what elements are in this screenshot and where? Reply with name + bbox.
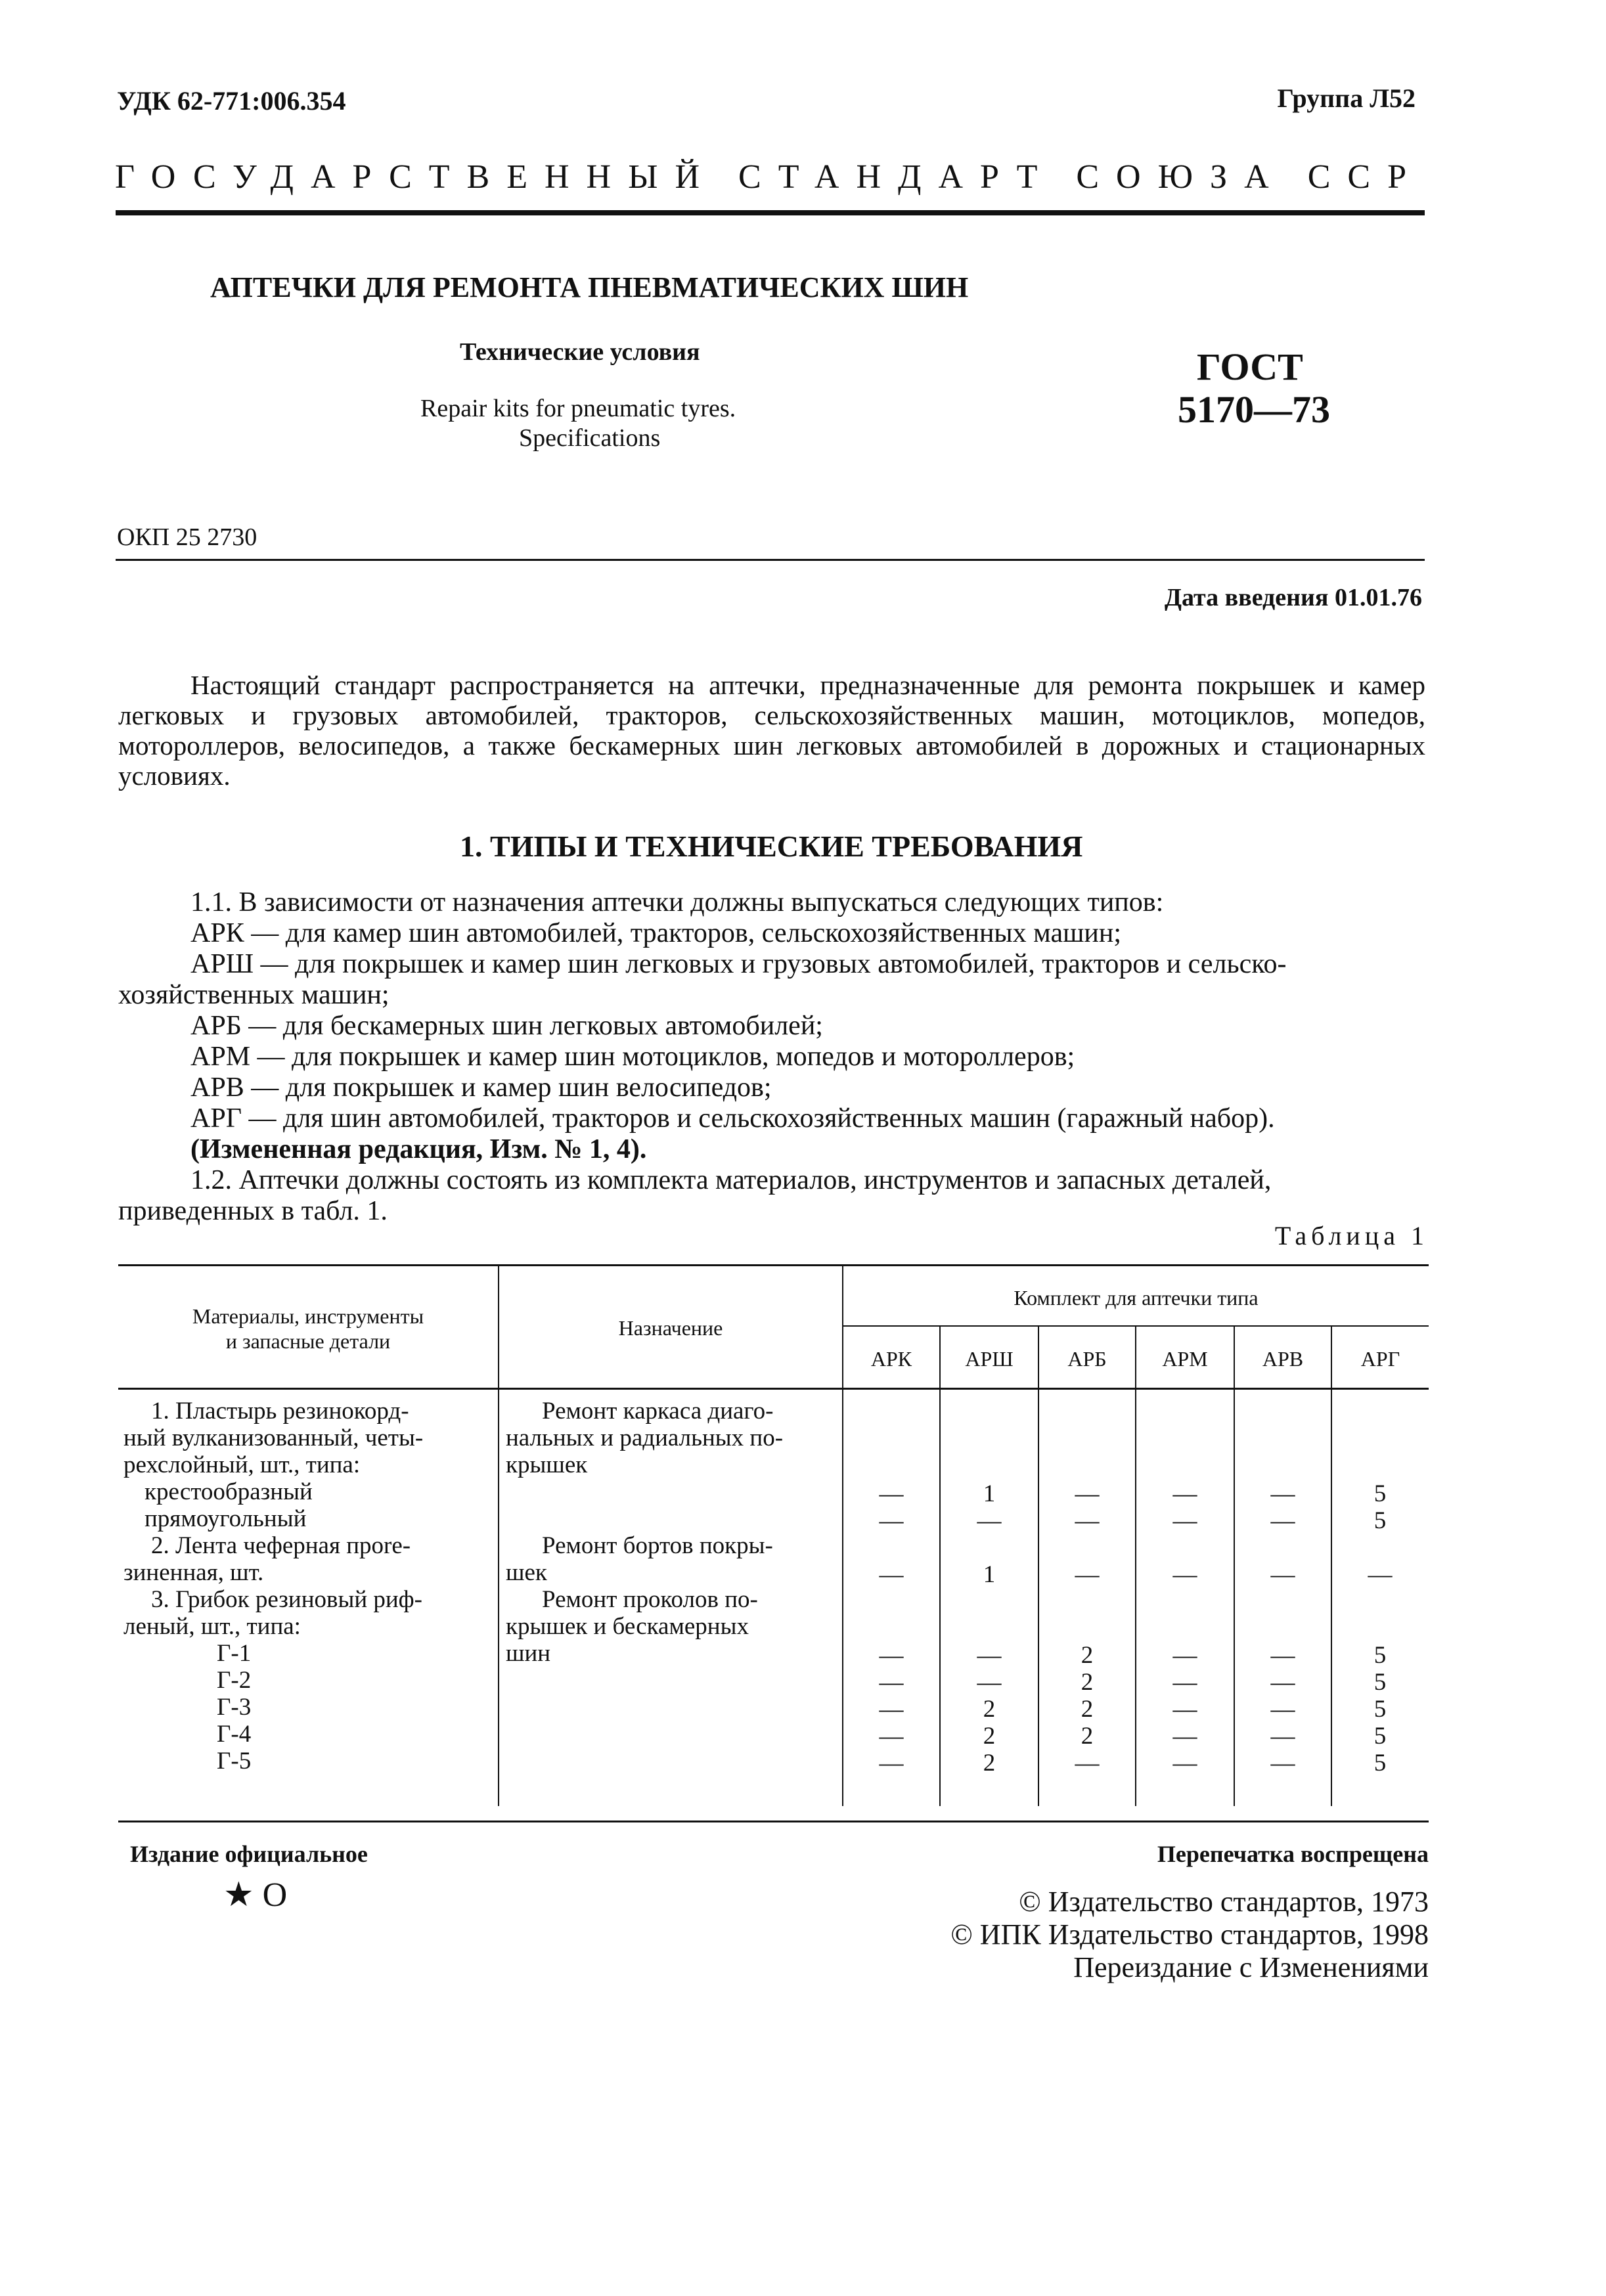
- table-cell-value: —: [1172, 1507, 1197, 1534]
- table-cell-value: 5: [1373, 1723, 1387, 1750]
- copyright-1998: © ИПК Издательство стандартов, 1998: [950, 1918, 1429, 1951]
- table-cell-value: —: [1172, 1723, 1197, 1750]
- table-cell-value: —: [1270, 1723, 1295, 1750]
- header-type-arb: АРБ: [1067, 1347, 1107, 1371]
- copyright-1973: © Издательство стандартов, 1973: [1019, 1886, 1429, 1918]
- table-cell-material: Г-4: [217, 1721, 252, 1748]
- table-cell-value: —: [1172, 1669, 1197, 1696]
- table-cell-purpose: крышек и бескамерных: [506, 1613, 749, 1640]
- paragraph-line: АРШ — для покрышек и камер шин легковых и грузовых автомобилей, тракторов и сельско-: [190, 949, 1287, 979]
- okp-rule: [116, 559, 1425, 561]
- table-cell-value: 2: [1081, 1723, 1094, 1750]
- table-cell-value: 5: [1373, 1669, 1387, 1696]
- table-col-rule: [842, 1264, 843, 1806]
- table-cell-value: 5: [1373, 1696, 1387, 1723]
- gost-label: ГОСТ: [1197, 345, 1303, 388]
- header-type-arsh: АРШ: [965, 1347, 1014, 1371]
- table-cell-value: —: [1075, 1561, 1100, 1588]
- table-cell-value: —: [1270, 1642, 1295, 1669]
- table-header-rule: [118, 1388, 1429, 1390]
- table-cell-value: —: [1270, 1561, 1295, 1588]
- table-cell-value: —: [1075, 1480, 1100, 1507]
- table-cell-value: —: [1270, 1669, 1295, 1696]
- english-title-line: Specifications: [519, 424, 661, 452]
- paragraph-line: 1.1. В зависимости от назначения аптечки должны выпускаться следующих типов:: [190, 887, 1164, 917]
- table-cell-value: 5: [1373, 1750, 1387, 1777]
- table-cell-value: 2: [1081, 1696, 1094, 1723]
- table-cell-purpose: Ремонт каркаса диаго-: [542, 1398, 774, 1424]
- table-cell-value: 2: [1081, 1669, 1094, 1696]
- table-cell-value: —: [1075, 1750, 1100, 1777]
- table-cell-purpose: Ремонт проколов по-: [542, 1586, 758, 1613]
- table-cell-purpose: шек: [506, 1559, 547, 1586]
- table-cell-value: —: [879, 1696, 904, 1723]
- table-cell-value: —: [1172, 1480, 1197, 1507]
- intro-text: Настоящий стандарт распространяется на аптечки, предназначенные для ремонта покрышек и камер легковых и грузовых автомобилей, тракторов, сельскохозяйственных машин, мотоциклов, мопедов, мотороллеров, велосипедов, а также бескамерных шин легковых автомобилей в дорожных и стационарных условиях.: [118, 670, 1425, 791]
- paragraph-line: АРГ — для шин автомобилей, тракторов и сельскохозяйственных машин (гаражный набор).: [190, 1103, 1275, 1134]
- table-cell-purpose: нальных и радиальных по-: [506, 1424, 784, 1451]
- table-cell-value: 2: [983, 1750, 996, 1777]
- header-type-arv: АРВ: [1262, 1347, 1304, 1371]
- table-cell-material: рехслойный, шт., типа:: [123, 1451, 361, 1478]
- table-cell-value: —: [1368, 1561, 1393, 1588]
- table-cell-value: —: [1270, 1507, 1295, 1534]
- paragraph-line: АРК — для камер шин автомобилей, тракторов, сельскохозяйственных машин;: [190, 918, 1122, 948]
- header-rule: [116, 210, 1425, 215]
- table-top-rule: [118, 1264, 1429, 1266]
- header-type-arg: АРГ: [1360, 1347, 1400, 1371]
- table-cell-material: зиненная, шт.: [123, 1559, 264, 1586]
- english-title-line: Repair kits for pneumatic tyres.: [420, 395, 736, 422]
- table-cell-value: 2: [983, 1696, 996, 1723]
- table-cell-material: 2. Лента чеферная прore-: [151, 1532, 411, 1559]
- table-cell-material: леный, шт., типа:: [123, 1613, 301, 1640]
- table-cell-value: —: [879, 1480, 904, 1507]
- group-code: Группа Л52: [1277, 83, 1416, 113]
- table-cell-value: —: [977, 1669, 1002, 1696]
- table-cell-material: Г-3: [217, 1694, 252, 1721]
- table-cell-value: —: [879, 1561, 904, 1588]
- table-cell-value: —: [977, 1507, 1002, 1534]
- table-cell-value: —: [879, 1669, 904, 1696]
- table-col-rule: [498, 1264, 499, 1806]
- reprint-prohibited: Перепечатка воспрещена: [1157, 1841, 1429, 1867]
- paragraph-line: приведенных в табл. 1.: [118, 1196, 388, 1226]
- table-cell-value: —: [1172, 1561, 1197, 1588]
- document-subtitle: Технические условия: [460, 338, 700, 366]
- table-col-rule: [1135, 1325, 1136, 1806]
- table-cell-value: —: [1270, 1696, 1295, 1723]
- gost-number: 5170—73: [1178, 388, 1330, 431]
- paragraph-line: АРВ — для покрышек и камер шин велосипедов;: [190, 1072, 772, 1103]
- table-cell-value: —: [1172, 1696, 1197, 1723]
- udk-code: УДК 62-771:006.354: [117, 86, 346, 116]
- banner-word: ССР: [1307, 158, 1423, 196]
- table-cell-value: —: [879, 1507, 904, 1534]
- header-materials-line1: Материалы, инструменты: [192, 1304, 424, 1328]
- banner-word: СТАНДАРТ: [738, 158, 1055, 196]
- table-cell-value: 1: [983, 1561, 996, 1588]
- table-caption: Таблица 1: [1274, 1221, 1429, 1250]
- banner-word: СОЮЗА: [1076, 158, 1286, 196]
- table-cell-value: —: [1075, 1507, 1100, 1534]
- star-circle-marks: ★ О: [223, 1876, 288, 1914]
- table-cell-value: 1: [983, 1480, 996, 1507]
- paragraph-line: 1.2. Аптечки должны состоять из комплекта материалов, инструментов и запасных деталей,: [190, 1165, 1272, 1195]
- table-cell-value: 5: [1373, 1642, 1387, 1669]
- header-materials-line2: и запасные детали: [225, 1329, 391, 1353]
- paragraph-line: хозяйственных машин;: [118, 980, 390, 1010]
- table-cell-material: Г-2: [217, 1667, 252, 1694]
- table-cell-value: —: [879, 1723, 904, 1750]
- section-heading: 1. ТИПЫ И ТЕХНИЧЕСКИЕ ТРЕБОВАНИЯ: [460, 829, 1083, 863]
- table-cell-material: Г-1: [217, 1640, 252, 1667]
- banner-word: ГОСУДАРСТВЕННЫЙ: [115, 158, 717, 196]
- table-cell-value: —: [1270, 1750, 1295, 1777]
- table-cell-value: —: [977, 1642, 1002, 1669]
- table-cell-material: Г-5: [217, 1748, 252, 1775]
- footer-rule: [118, 1821, 1429, 1822]
- table-cell-value: —: [879, 1642, 904, 1669]
- table-cell-value: —: [1172, 1750, 1197, 1777]
- state-standard-banner: [115, 158, 1423, 196]
- table-1: [118, 1264, 1429, 1806]
- reissue-note: Переиздание с Изменениями: [1073, 1951, 1429, 1983]
- table-cell-value: 2: [983, 1723, 996, 1750]
- introduction-date: Дата введения 01.01.76: [1164, 584, 1422, 611]
- table-cell-value: 5: [1373, 1507, 1387, 1534]
- intro-paragraph: [118, 670, 1425, 791]
- table-cell-value: —: [1172, 1642, 1197, 1669]
- table-cell-value: —: [879, 1750, 904, 1777]
- table-cell-value: 5: [1373, 1480, 1387, 1507]
- table-cell-material: прямоугольный: [145, 1505, 307, 1532]
- paragraph-line: АРМ — для покрышек и камер шин мотоциклов, мопедов и мотороллеров;: [190, 1042, 1075, 1072]
- table-cell-material: 3. Грибок резиновый риф-: [151, 1586, 422, 1613]
- header-type-ark: АРК: [870, 1347, 912, 1371]
- table-col-rule: [1331, 1325, 1332, 1806]
- table-cell-material: крестообразный: [145, 1478, 313, 1505]
- table-col-rule: [1038, 1325, 1039, 1806]
- table-cell-material: ный вулканизованный, четы-: [123, 1424, 424, 1451]
- paragraph-line: АРБ — для бескамерных шин легковых автомобилей;: [190, 1011, 823, 1041]
- table-col-rule: [1234, 1325, 1235, 1806]
- official-edition: Издание официальное: [130, 1841, 368, 1867]
- header-type-arm: АРМ: [1162, 1347, 1208, 1371]
- amendment-note: (Измененная редакция, Изм. № 1, 4).: [190, 1134, 647, 1164]
- table-cell-value: 2: [1081, 1642, 1094, 1669]
- table-cell-material: 1. Пластырь резинокорд-: [151, 1398, 409, 1424]
- table-col-rule: [939, 1325, 941, 1806]
- okp-code: ОКП 25 2730: [117, 523, 257, 551]
- document-title: АПТЕЧКИ ДЛЯ РЕМОНТА ПНЕВМАТИЧЕСКИХ ШИН: [210, 271, 969, 303]
- table-cell-value: —: [1270, 1480, 1295, 1507]
- header-kit-group: Комплект для аптечки типа: [1014, 1286, 1259, 1310]
- table-cell-purpose: Ремонт бортов покры-: [542, 1532, 773, 1559]
- table-cell-purpose: крышек: [506, 1451, 588, 1478]
- header-purpose: Назначение: [618, 1316, 723, 1340]
- table-cell-purpose: шин: [506, 1640, 551, 1667]
